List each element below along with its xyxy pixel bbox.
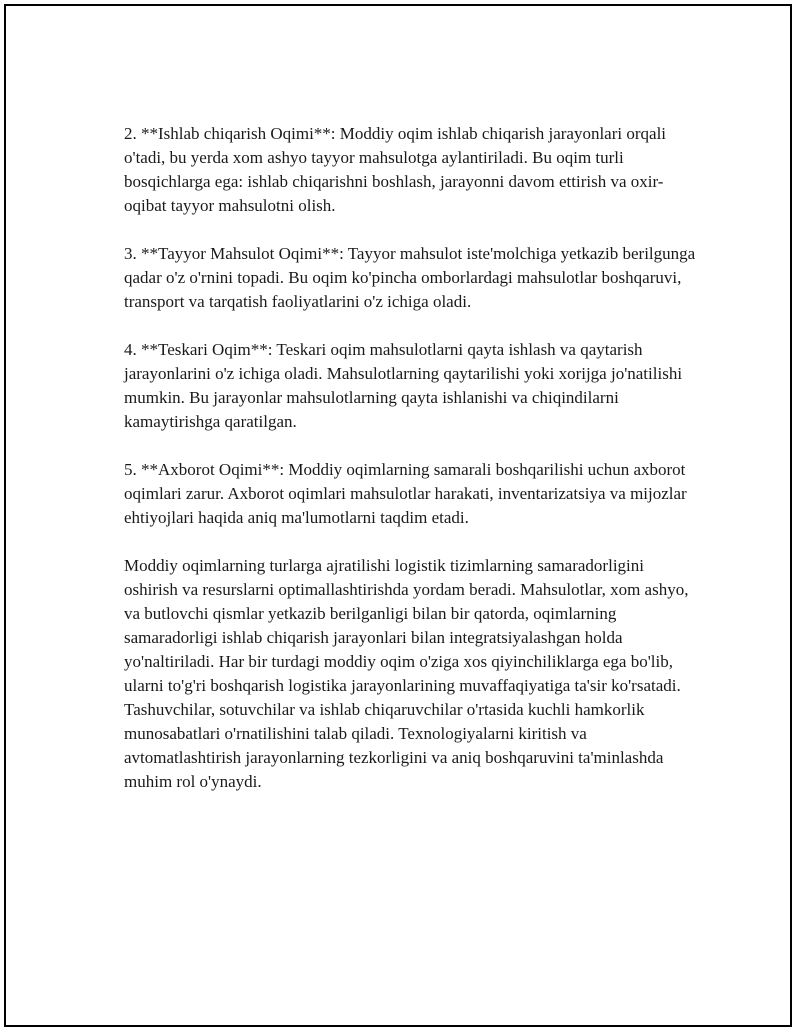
paragraph-finished-product-flow: 3. **Tayyor Mahsulot Oqimi**: Tayyor mahsulot iste'molchiga yetkazib berilgunga qadar o'z o'rnini topadi. Bu oqim ko'pincha omborlardagi mahsulotlar boshqaruvi, transport va tarqatish faoliyatlarini o'z ichiga oladi. [124,244,696,311]
paragraph-production-flow: 2. **Ishlab chiqarish Oqimi**: Moddiy oqim ishlab chiqarish jarayonlari orqali o'tadi, bu yerda xom ashyo tayyor mahsulotga aylantiriladi. Bu oqim turli bosqichlarga ega: ishlab chiqarishni boshlash, jarayonni davom ettirish va oxir-oqibat tayyor mahsulotni olish. [124,124,667,215]
page-frame [4,4,792,1027]
paragraph-information-flow: 5. **Axborot Oqimi**: Moddiy oqimlarning samarali boshqarilishi uchun axborot oqimlari zarur. Axborot oqimlari mahsulotlar harakati, inventarizatsiya va mijozlar ehtiyojlari haqida aniq ma'lumotlarni taqdim etadi. [124,460,687,527]
document-body [124,122,699,818]
paragraph-reverse-flow: 4. **Teskari Oqim**: Teskari oqim mahsulotlarni qayta ishlash va qaytarish jarayonlarini o'z ichiga oladi. Mahsulotlarning qaytarilishi yoki xorijga jo'natilishi mumkin. Bu jarayonlar mahsulotlarning qayta ishlanishi va chiqindilarni kamaytirishga qaratilgan. [124,340,683,431]
paragraph-conclusion: Moddiy oqimlarning turlarga ajratilishi logistik tizimlarning samaradorligini oshirish va resurslarni optimallashtirishda yordam beradi. Mahsulotlar, xom ashyo, va butlovchi qismlar yetkazib berilganligi bilan bir qatorda, oqimlarning samaradorligi ishlab chiqarish jarayonlari bilan integratsiyalashgan holda yo'naltiriladi. Har bir turdagi moddiy oqim o'ziga xos qiyinchiliklarga ega bo'lib, ularni to'g'ri boshqarish logistika jarayonlarining muvaffaqiyatiga ta'sir ko'rsatadi. Tashuvchilar, sotuvchilar va ishlab chiqaruvchilar o'rtasida kuchli hamkorlik munosabatlari o'rnatilishini talab qiladi. Texnologiyalarni kiritish va avtomatlashtirish jarayonlarning tezkorligini va aniq boshqaruvini ta'minlashda muhim rol o'ynaydi. [124,556,689,791]
